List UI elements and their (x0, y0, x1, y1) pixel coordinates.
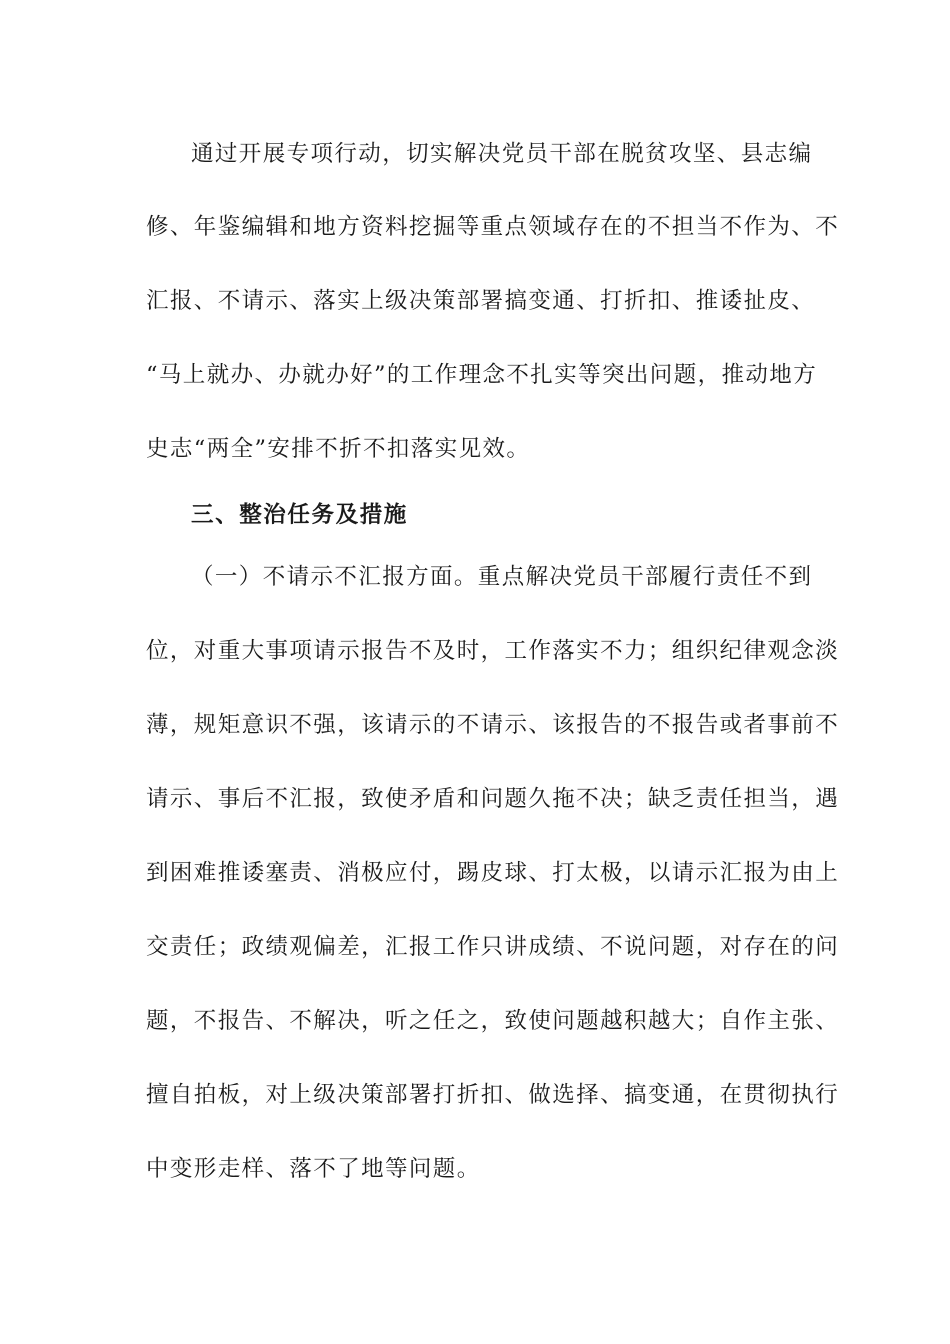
paragraph-line: 到困难推诿塞责、消极应付，踢皮球、打太极，以请示汇报为由上 (146, 860, 840, 886)
paragraph-line: 史志“两全”安排不折不扣落实见效。 (146, 436, 531, 462)
paragraph-line: 中变形走样、落不了地等问题。 (146, 1156, 481, 1182)
paragraph-line: 位，对重大事项请示报告不及时，工作落实不力；组织纪律观念淡 (146, 638, 840, 664)
paragraph-line: 擅自拍板，对上级决策部署打折扣、做选择、搞变通，在贯彻执行 (146, 1082, 840, 1108)
paragraph-line: （一）不请示不汇报方面。重点解决党员干部履行责任不到 (191, 564, 813, 590)
section-heading: 三、整治任务及措施 (191, 502, 408, 528)
paragraph-line: 汇报、不请示、落实上级决策部署搞变通、打折扣、推诿扯皮、 (146, 288, 816, 314)
paragraph-line: 通过开展专项行动，切实解决党员干部在脱贫攻坚、县志编 (191, 141, 813, 167)
paragraph-line: 薄，规矩意识不强，该请示的不请示、该报告的不报告或者事前不 (146, 712, 840, 738)
paragraph-line: 交责任；政绩观偏差，汇报工作只讲成绩、不说问题，对存在的问 (146, 934, 840, 960)
paragraph-line: 修、年鉴编辑和地方资料挖掘等重点领域存在的不担当不作为、不 (146, 214, 840, 240)
paragraph-line: 题，不报告、不解决，听之任之，致使问题越积越大；自作主张、 (146, 1008, 840, 1034)
paragraph-line: “马上就办、办就办好”的工作理念不扎实等突出问题，推动地方 (146, 362, 818, 388)
paragraph-line: 请示、事后不汇报，致使矛盾和问题久拖不决；缺乏责任担当，遇 (146, 786, 840, 812)
